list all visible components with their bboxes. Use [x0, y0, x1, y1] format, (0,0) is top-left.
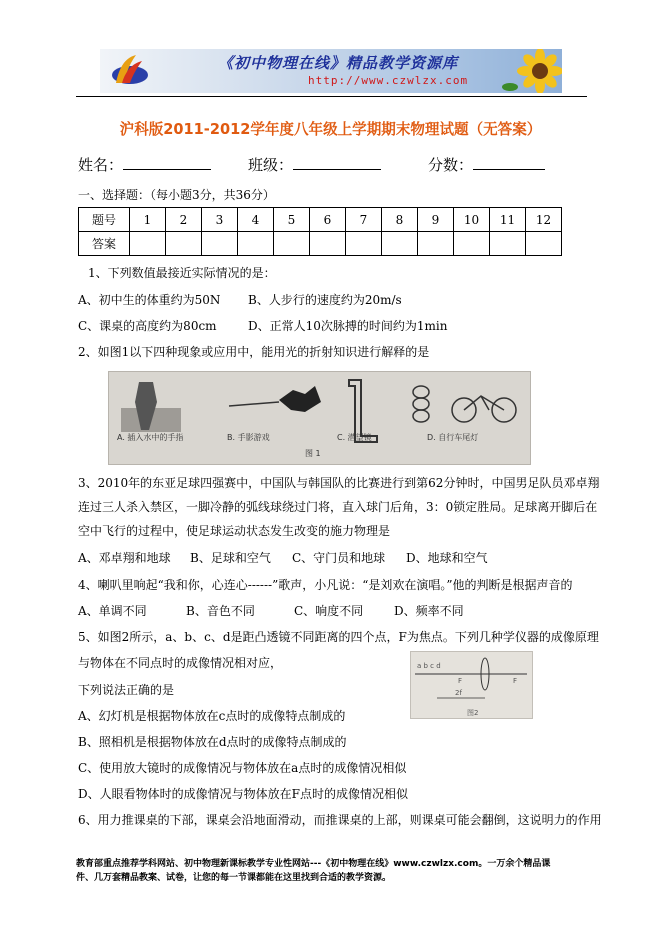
q4-stem: 4、喇叭里响起“我和你，心连心------”歌声，小凡说：“是刘欢在演唱。”他的判断是根据声音的: [78, 578, 573, 592]
figure-1-label-b: B. 手影游戏: [227, 433, 270, 442]
footer-line-2: 件、几万套精品教案、试卷，让您的每一节课都能在这里找到合适的教学资源。: [76, 873, 392, 883]
answer-cell[interactable]: [202, 232, 238, 256]
answer-cell[interactable]: [526, 232, 562, 256]
q6-line-1: 6、用力推课桌的下部，课桌会沿地面滑动，而推课桌的上部，则课桌可能会翻倒，这说明力的作用: [78, 813, 602, 827]
question-number: 6: [310, 208, 346, 232]
banner-url: http://www.czwlzx.com: [308, 74, 469, 87]
q4-option-c: C、响度不同: [294, 604, 364, 618]
section-heading: 一、选择题：（每小题3分，共36分）: [78, 188, 275, 202]
q4-option-a: A、单调不同: [78, 604, 147, 618]
figure-1-label-c: C. 潜望镜: [337, 433, 372, 442]
figure-2: [410, 651, 533, 719]
figure-1-caption: 图 1: [305, 449, 321, 458]
answer-cell[interactable]: [238, 232, 274, 256]
question-number: 12: [526, 208, 562, 232]
question-number: 2: [166, 208, 202, 232]
q5-option-d: D、人眼看物体时的成像情况与物体放在F点时的成像情况相似: [78, 787, 408, 801]
banner-title: 《初中物理在线》精品教学资源库: [218, 54, 459, 72]
score-label: 分数：: [428, 156, 474, 174]
question-number: 7: [346, 208, 382, 232]
site-banner: [100, 49, 562, 93]
answer-cell[interactable]: [382, 232, 418, 256]
sunflower-icon: [502, 49, 562, 93]
question-number: 5: [274, 208, 310, 232]
answer-cell[interactable]: [490, 232, 526, 256]
figure-2-focus-left: F: [458, 677, 463, 685]
footer-line-1: 教育部重点推荐学科网站、初中物理新课标教学专业性网站---《初中物理在线》www.czwlzx.com。一万余个精品课: [76, 859, 551, 869]
figure-2-points: a b c d: [417, 662, 441, 670]
q3-line-2: 连过三人杀入禁区，一脚冷静的弧线球绕过门将，直入球门后角，3：0锁定胜局。足球离开脚后在: [78, 500, 598, 514]
name-field[interactable]: [78, 154, 211, 175]
figure-1-label-d: D. 自行车尾灯: [427, 433, 479, 442]
q1-option-c: C、课桌的高度约为80cm: [78, 319, 217, 333]
q3-line-1: 3、2010年的东亚足球四强赛中，中国队与韩国队的比赛进行到第62分钟时，中国男足队员邓卓翔: [78, 476, 600, 490]
header-rule: [76, 96, 587, 97]
figure-1: [108, 371, 531, 465]
name-blank[interactable]: [123, 155, 211, 170]
question-number: 10: [454, 208, 490, 232]
class-field[interactable]: [248, 154, 381, 175]
q5-option-c: C、使用放大镜时的成像情况与物体放在a点时的成像情况相似: [78, 761, 407, 775]
question-number: 3: [202, 208, 238, 232]
site-logo-icon: [106, 53, 150, 89]
q3-option-c: C、守门员和地球: [292, 551, 386, 565]
q5-line-2: 与物体在不同点时的成像情况相对应，: [78, 656, 283, 670]
q3-option-a: A、邓卓翔和地球: [78, 551, 171, 565]
row-label-number: 题号: [79, 208, 130, 232]
q3-option-b: B、足球和空气: [190, 551, 271, 565]
score-blank[interactable]: [473, 155, 545, 170]
q2-stem: 2、如图1以下四种现象或应用中，能用光的折射知识进行解释的是: [78, 345, 430, 359]
question-number: 4: [238, 208, 274, 232]
answer-table: [78, 207, 562, 256]
question-number: 8: [382, 208, 418, 232]
answer-cell[interactable]: [130, 232, 166, 256]
question-number: 1: [130, 208, 166, 232]
table-row: [79, 208, 562, 232]
q1-option-a: A、初中生的体重约为50N: [78, 293, 221, 307]
q1-option-b: B、人步行的速度约为20m/s: [248, 293, 402, 307]
q3-line-3: 空中飞行的过程中，使足球运动状态发生改变的施力物理是: [78, 524, 391, 538]
q1-stem: 1、下列数值最接近实际情况的是：: [88, 266, 276, 280]
q4-option-b: B、音色不同: [186, 604, 255, 618]
figure-2-two-f: 2f: [455, 689, 462, 697]
question-number: 11: [490, 208, 526, 232]
q5-line-1: 5、如图2所示，a、b、c、d是距凸透镜不同距离的四个点，F为焦点。下列几种学仪器的成像原理: [78, 630, 599, 644]
q5-line-3: 下列说法正确的是: [78, 683, 175, 697]
answer-cell[interactable]: [454, 232, 490, 256]
figure-1-label-a: A. 插入水中的手指: [117, 433, 184, 442]
figure-2-focus-right: F: [513, 677, 518, 685]
table-row: [79, 232, 562, 256]
answer-cell[interactable]: [166, 232, 202, 256]
question-number: 9: [418, 208, 454, 232]
answer-cell[interactable]: [346, 232, 382, 256]
answer-cell[interactable]: [310, 232, 346, 256]
class-label: 班级：: [248, 156, 294, 174]
q1-option-d: D、正常人10次脉搏的时间约为1min: [248, 319, 448, 333]
q5-option-b: B、照相机是根据物体放在d点时的成像特点制成的: [78, 735, 347, 749]
answer-cell[interactable]: [274, 232, 310, 256]
answer-cell[interactable]: [418, 232, 454, 256]
class-blank[interactable]: [293, 155, 381, 170]
q5-option-a: A、幻灯机是根据物体放在c点时的成像特点制成的: [78, 709, 346, 723]
exam-title: 沪科版2011-2012学年度八年级上学期期末物理试题（无答案）: [119, 120, 542, 138]
q3-option-d: D、地球和空气: [406, 551, 488, 565]
row-label-answer: 答案: [79, 232, 130, 256]
score-field[interactable]: [428, 154, 545, 175]
name-label: 姓名：: [78, 156, 124, 174]
figure-2-caption: 图2: [467, 709, 479, 717]
q4-option-d: D、频率不同: [394, 604, 464, 618]
